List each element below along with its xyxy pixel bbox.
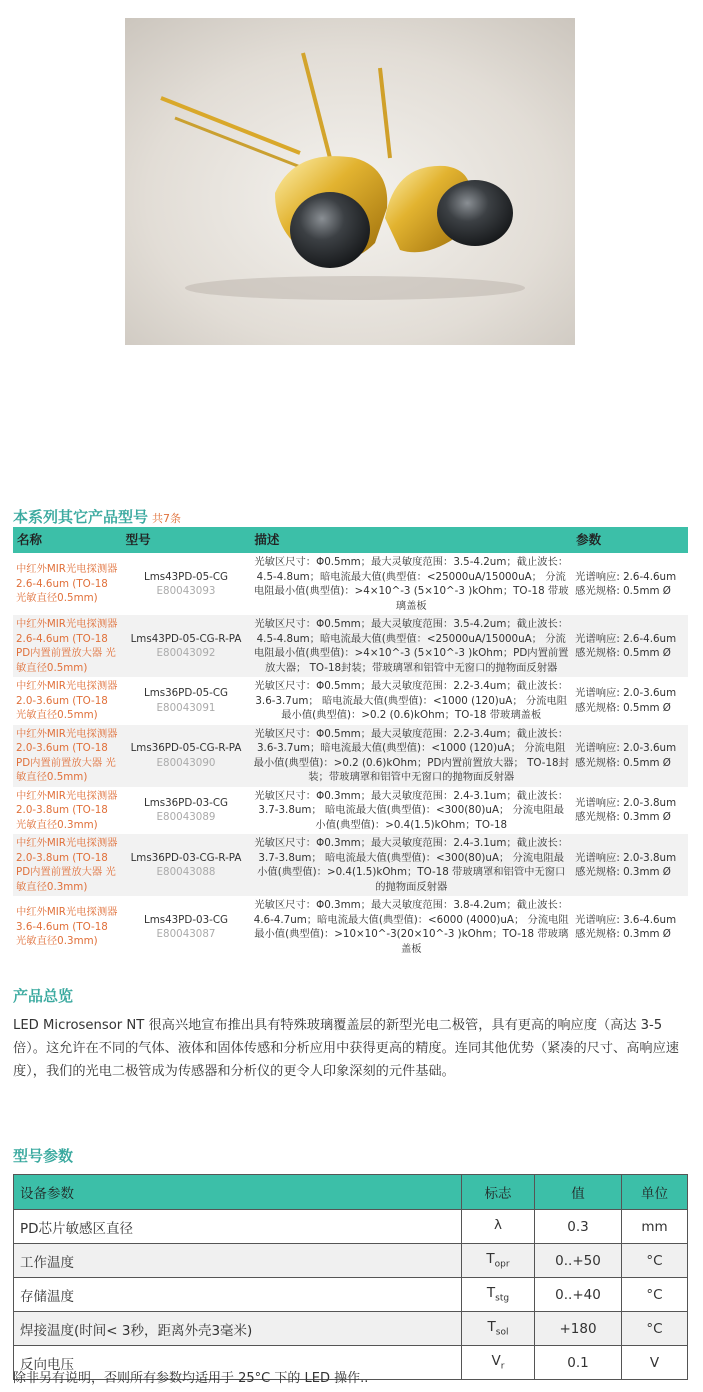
product-name-link[interactable]: 中红外MIR光电探测器 2.0-3.6um (TO-18 光敏直径0.5mm) xyxy=(13,677,122,725)
spec-value: 0..+50 xyxy=(535,1244,622,1278)
product-description: 光敏区尺寸：Φ0.5mm；最大灵敏度范围：2.2-3.4um；截止波长：3.6-3.7um； 暗电流最大值(典型值)：<1000 (120)uA； 分流电阻最小值(典型值)：>0.2 (0.6)kOhm；TO-18 带玻璃盖板 xyxy=(250,677,572,725)
spec-param: PD芯片敏感区直径 xyxy=(14,1210,462,1244)
model-number: Lms36PD-03-CG xyxy=(143,796,229,809)
table-row[interactable] xyxy=(13,896,688,958)
spec-param-header: 设备参数 xyxy=(14,1175,462,1210)
spec-value-header: 值 xyxy=(535,1175,622,1210)
product-description: 光敏区尺寸：Φ0.3mm；最大灵敏度范围：3.8-4.2um；截止波长：4.6-4.7um；暗电流最大值(典型值)：<6000 (4000)uA； 分流电阻最小值(典型值)：>10×10^-3(20×10^-3 )kOhm；TO-18 带玻璃盖板 xyxy=(250,896,572,958)
spec-symbol: $T_{stg}$ xyxy=(462,1278,535,1312)
product-model xyxy=(122,553,251,615)
spec-value: 0..+40 xyxy=(535,1278,622,1312)
product-model xyxy=(122,834,251,896)
product-params xyxy=(572,787,688,835)
spec-row xyxy=(14,1312,688,1346)
specs-footnote: 除非另有说明，否则所有参数均适用于 25°C 下的 LED 操作.. xyxy=(13,1371,369,1386)
product-params xyxy=(572,896,688,958)
product-description: 光敏区尺寸：Φ0.5mm；最大灵敏度范围：3.5-4.2um；截止波长：4.5-4.8um；暗电流最大值(典型值：<25000uA/15000uA； 分流电阻最小值(典型值)：>4×10^-3 (5×10^-3 )kOhm；PD内置前置放大器； TO-18封装；带玻璃罩和铝管中无窗口的抛物面反射器 xyxy=(250,615,572,677)
sensor-size: 感光规格: 0.5mm Ø xyxy=(575,647,671,659)
spec-param: 工作温度 xyxy=(14,1244,462,1278)
col-model-header: 型号 xyxy=(122,527,251,553)
spec-unit: mm xyxy=(622,1210,688,1244)
table-row[interactable] xyxy=(13,615,688,677)
product-description: 光敏区尺寸：Φ0.3mm；最大灵敏度范围：2.4-3.1um；截止波长：3.7-3.8um； 暗电流最大值(典型值)：<300(80)uA； 分流电阻最小值(典型值)：>0.4(1.5)kOhm；TO-18 xyxy=(250,787,572,835)
table-row[interactable] xyxy=(13,834,688,896)
spectral-response: 光谱响应: 2.0-3.6um xyxy=(575,687,677,700)
product-photo xyxy=(125,18,575,345)
specs-table xyxy=(13,1174,688,1380)
product-model xyxy=(122,677,251,725)
spectral-response: 光谱响应: 2.0-3.6um xyxy=(575,742,677,754)
spec-unit: °C xyxy=(622,1244,688,1278)
spec-row xyxy=(14,1278,688,1312)
spec-row xyxy=(14,1210,688,1244)
product-description: 光敏区尺寸：Φ0.5mm；最大灵敏度范围：2.2-3.4um；截止波长：3.6-3.7um；暗电流最大值(典型值)：<1000 (120)uA； 分流电阻最小值(典型值)：>0.2 (0.6)kOhm；PD内置前置放大器； TO-18封装；带玻璃罩和铝管中无窗口的抛物面反射器 xyxy=(250,725,572,787)
product-params xyxy=(572,615,688,677)
model-number: Lms43PD-05-CG xyxy=(143,570,229,583)
spec-unit: °C xyxy=(622,1278,688,1312)
product-name-link[interactable]: 中红外MIR光电探测器 2.0-3.6um (TO-18 PD内置前置放大器 光敏直径0.5mm) xyxy=(13,725,122,787)
model-number: Lms36PD-05-CG-R-PA xyxy=(130,742,242,754)
sensor-size: 感光规格: 0.5mm Ø xyxy=(575,756,671,769)
product-model xyxy=(122,725,251,787)
spec-param: 反向电压 xyxy=(14,1346,462,1380)
spec-symbol: $T_{opr}$ xyxy=(462,1244,535,1278)
series-section-title: 本系列其它产品型号 共7条 xyxy=(13,508,182,526)
spectral-response: 光谱响应: 3.6-4.6um xyxy=(575,913,677,926)
product-code: E80043087 xyxy=(156,928,216,940)
series-table xyxy=(13,527,688,958)
model-number: Lms43PD-03-CG xyxy=(143,913,229,926)
product-code: E80043088 xyxy=(156,866,216,878)
table-row[interactable] xyxy=(13,677,688,725)
product-code: E80043089 xyxy=(156,811,216,824)
spectral-response: 光谱响应: 2.0-3.8um xyxy=(575,851,677,864)
spectral-response: 光谱响应: 2.6-4.6um xyxy=(575,632,677,645)
spec-unit: °C xyxy=(622,1312,688,1346)
spec-unit: V xyxy=(622,1346,688,1380)
product-code: E80043093 xyxy=(156,585,216,597)
col-name-header: 名称 xyxy=(13,527,122,553)
spec-param: 焊接温度(时间< 3秒，距离外壳3毫米) xyxy=(14,1312,462,1346)
product-code: E80043091 xyxy=(156,701,216,714)
product-params xyxy=(572,553,688,615)
spec-value: +180 xyxy=(535,1312,622,1346)
model-number: Lms36PD-05-CG xyxy=(143,687,229,700)
sensor-size: 感光规格: 0.5mm Ø xyxy=(575,585,671,597)
spectral-response: 光谱响应: 2.6-4.6um xyxy=(575,570,677,583)
sensor-size: 感光规格: 0.3mm Ø xyxy=(575,866,671,878)
spec-param: 存储温度 xyxy=(14,1278,462,1312)
spec-symbol: $V_r$ xyxy=(462,1346,535,1380)
spec-value: 0.1 xyxy=(535,1346,622,1380)
spec-unit-header: 单位 xyxy=(622,1175,688,1210)
product-name-link[interactable]: 中红外MIR光电探测器 2.0-3.8um (TO-18 光敏直径0.3mm) xyxy=(13,787,122,835)
product-params xyxy=(572,677,688,725)
product-params xyxy=(572,725,688,787)
product-code: E80043092 xyxy=(156,647,216,659)
spec-symbol: λ xyxy=(462,1210,535,1244)
table-row[interactable] xyxy=(13,553,688,615)
product-model xyxy=(122,896,251,958)
product-model xyxy=(122,787,251,835)
overview-title: 产品总览 xyxy=(13,987,74,1005)
product-name-link[interactable]: 中红外MIR光电探测器 2.6-4.6um (TO-18 光敏直径0.5mm) xyxy=(13,553,122,615)
spec-symbol: $T_{sol}$ xyxy=(462,1312,535,1346)
model-number: Lms36PD-03-CG-R-PA xyxy=(130,851,242,864)
spectral-response: 光谱响应: 2.0-3.8um xyxy=(575,796,677,809)
model-number: Lms43PD-05-CG-R-PA xyxy=(130,632,242,645)
product-name-link[interactable]: 中红外MIR光电探测器 2.0-3.8um (TO-18 PD内置前置放大器 光敏直径0.3mm) xyxy=(13,834,122,896)
product-name-link[interactable]: 中红外MIR光电探测器 3.6-4.6um (TO-18 光敏直径0.3mm) xyxy=(13,896,122,958)
product-description: 光敏区尺寸：Φ0.5mm；最大灵敏度范围：3.5-4.2um；截止波长：4.5-4.8um；暗电流最大值(典型值：<25000uA/15000uA； 分流电阻最小值(典型值)：>4×10^-3 (5×10^-3 )kOhm；TO-18 带玻璃盖板 xyxy=(250,553,572,615)
sensor-size: 感光规格: 0.5mm Ø xyxy=(575,701,671,714)
table-row[interactable] xyxy=(13,787,688,835)
series-count: 共7条 xyxy=(152,512,182,525)
sensor-size: 感光规格: 0.3mm Ø xyxy=(575,811,671,824)
overview-text: LED Microsensor NT 很高兴地宣布推出具有特殊玻璃覆盖层的新型光电二极管，具有更高的响应度（高达 3-5 倍）。这允许在不同的气体、液体和固体传感和分析应用中获得更高的精度。连同其他优势（紧凑的尺寸、高响应速度），我们的光电二极管成为传感器和分析仪的更令人印象深刻的元件基础。 xyxy=(13,1018,679,1079)
spec-row xyxy=(14,1244,688,1278)
spec-symbol-header: 标志 xyxy=(462,1175,535,1210)
col-param-header: 参数 xyxy=(572,527,688,553)
col-desc-header: 描述 xyxy=(250,527,572,553)
product-name-link[interactable]: 中红外MIR光电探测器 2.6-4.6um (TO-18 PD内置前置放大器 光敏直径0.5mm) xyxy=(13,615,122,677)
product-description: 光敏区尺寸：Φ0.3mm；最大灵敏度范围：2.4-3.1um；截止波长：3.7-3.8um； 暗电流最大值(典型值)：<300(80)uA； 分流电阻最小值(典型值)：>0.4(1.5)kOhm；TO-18 带玻璃罩和铝管中无窗口的抛物面反射器 xyxy=(250,834,572,896)
product-params xyxy=(572,834,688,896)
specs-title: 型号参数 xyxy=(13,1147,74,1165)
product-code: E80043090 xyxy=(156,756,216,769)
product-model xyxy=(122,615,251,677)
table-row[interactable] xyxy=(13,725,688,787)
spec-value: 0.3 xyxy=(535,1210,622,1244)
sensor-size: 感光规格: 0.3mm Ø xyxy=(575,928,671,940)
